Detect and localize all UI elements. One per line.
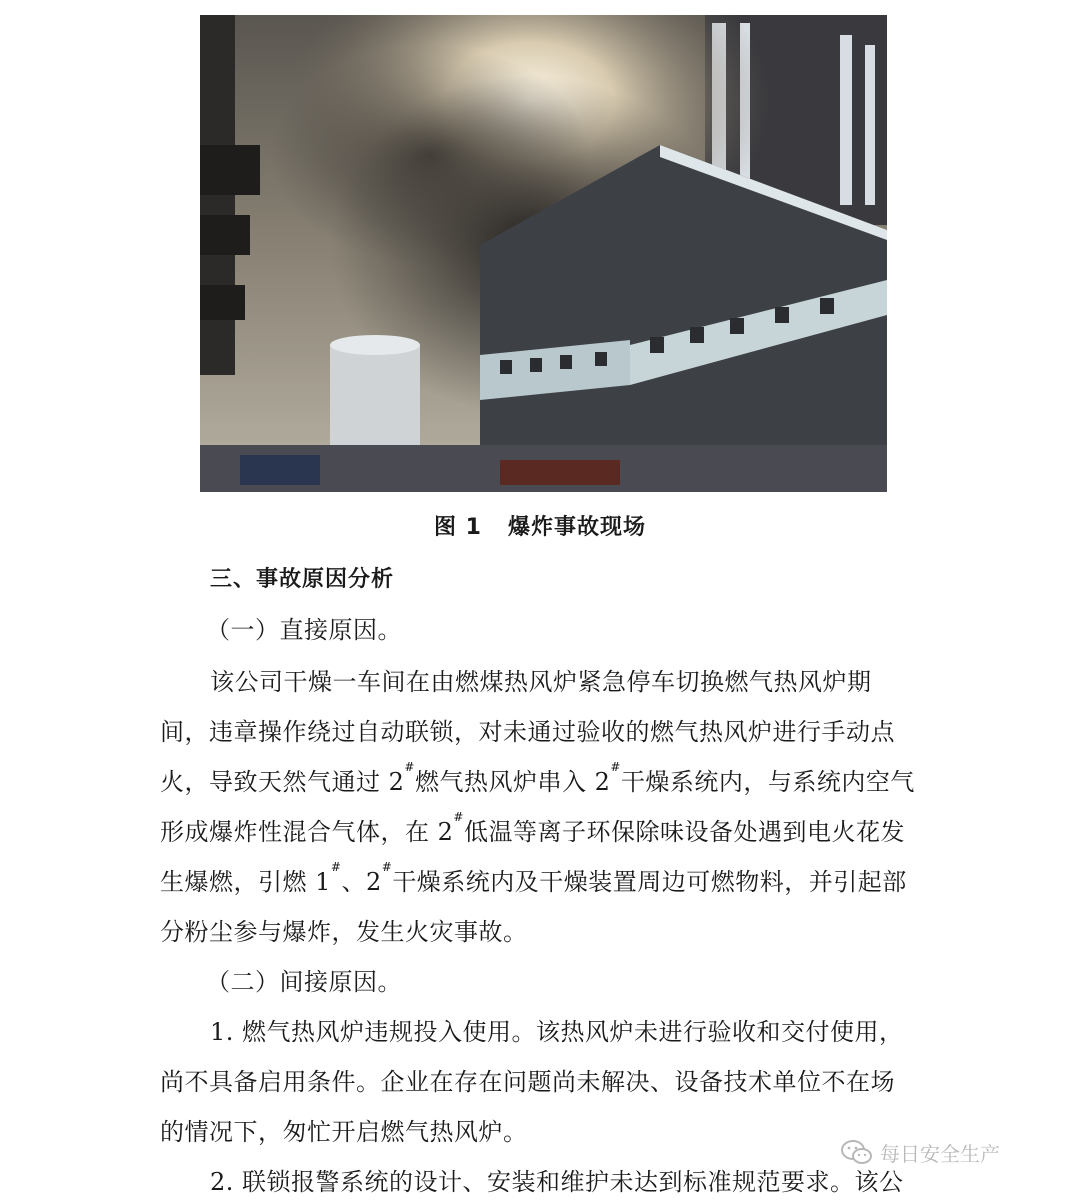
section-title: 三、事故原因分析 [210, 567, 395, 592]
direct-cause-line: 间，违章操作绕过自动联锁，对未通过验收的燃气热风炉进行手动点 [160, 718, 895, 746]
figure-title: 爆炸事故现场 [507, 515, 646, 540]
watermark [840, 1138, 1000, 1167]
direct-cause-heading: （一）直接原因。 [206, 616, 402, 644]
indirect-cause-line: 尚不具备启用条件。企业在存在问题尚未解决、设备技术单位不在场 [160, 1068, 895, 1096]
indirect-cause-line: 1. 燃气热风炉违规投入使用。该热风炉未进行验收和交付使用， [210, 1018, 904, 1046]
figure-caption [0, 510, 1080, 541]
direct-cause-line: 生爆燃，引燃 1#、2#干燥系统内及干燥装置周边可燃物料，并引起部 [160, 860, 907, 896]
direct-cause-line: 形成爆炸性混合气体，在 2#低温等离子环保除味设备处遇到电火花发 [160, 810, 905, 846]
explosion-scene-photo [200, 15, 887, 492]
direct-cause-line: 该公司干燥一车间在由燃煤热风炉紧急停车切换燃气热风炉期 [210, 668, 872, 696]
watermark-text: 每日安全生产 [880, 1142, 1000, 1166]
indirect-cause-line: 的情况下，匆忙开启燃气热风炉。 [160, 1118, 528, 1146]
wechat-icon [840, 1139, 874, 1167]
indirect-cause-heading: （二）间接原因。 [206, 968, 402, 996]
indirect-cause-line: 2. 联锁报警系统的设计、安装和维护未达到标准规范要求。该公 [210, 1168, 904, 1196]
direct-cause-line: 分粉尘参与爆炸，发生火灾事故。 [160, 918, 528, 946]
direct-cause-line: 火，导致天然气通过 2#燃气热风炉串入 2#干燥系统内，与系统内空气 [160, 760, 915, 796]
figure-number: 图 1 [434, 515, 482, 540]
